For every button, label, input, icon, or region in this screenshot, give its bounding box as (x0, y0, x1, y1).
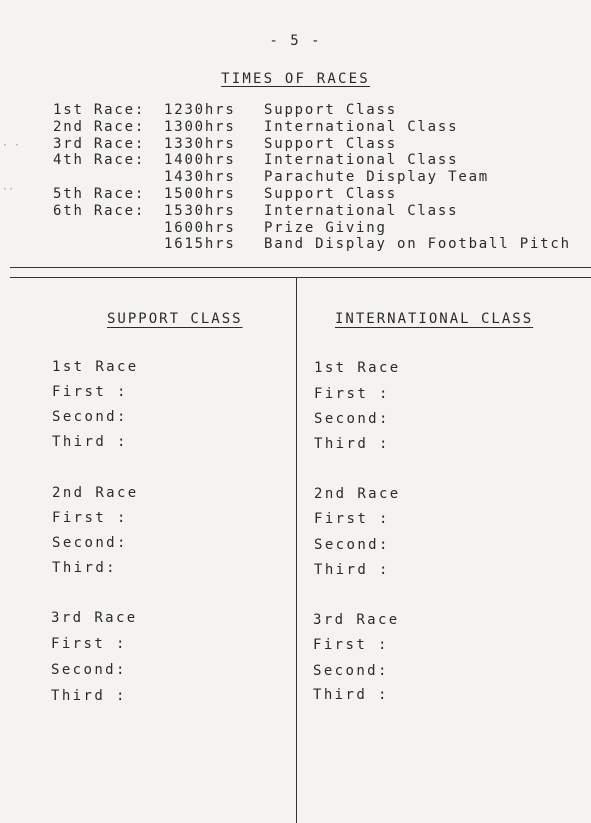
schedule-race: 2nd Race: (53, 118, 146, 135)
schedule-time: 1600hrs (164, 219, 236, 236)
support-class-heading: SUPPORT CLASS (107, 311, 243, 327)
schedule-time: 1500hrs (164, 185, 236, 202)
schedule-time: 1230hrs (164, 102, 236, 118)
scan-speck: ·· (2, 184, 15, 195)
divider-line-top (10, 267, 591, 268)
international-third-field: Third : (314, 562, 390, 578)
schedule-event: Support Class (264, 102, 397, 118)
international-first-field: First : (314, 386, 390, 402)
support-second-field: Second: (52, 409, 128, 425)
schedule-race: 6th Race: (53, 202, 146, 219)
support-race-label: 3rd Race (51, 610, 138, 626)
international-race-label: 2nd Race (314, 486, 401, 502)
schedule-time: 1330hrs (164, 135, 236, 152)
international-second-field: Second: (314, 411, 390, 427)
support-third-field: Third : (52, 434, 128, 450)
schedule-event: Parachute Display Team (264, 169, 490, 186)
schedule-event: Band Display on Football Pitch (264, 236, 571, 253)
column-divider (296, 278, 297, 823)
schedule-time: 1430hrs (164, 169, 236, 186)
support-first-field: First : (51, 636, 127, 652)
schedule-time: 1300hrs (164, 118, 236, 135)
page-number: - 5 - (269, 33, 322, 49)
schedule-time: 1615hrs (164, 236, 236, 253)
support-first-field: First : (52, 384, 128, 400)
international-race-label: 3rd Race (313, 612, 400, 628)
international-first-field: First : (314, 511, 390, 527)
support-race-label: 1st Race (52, 359, 139, 375)
schedule-race: 4th Race: (53, 152, 146, 169)
support-second-field: Second: (52, 535, 128, 551)
schedule-event: International Class (264, 202, 459, 219)
schedule-event: Support Class (264, 185, 397, 202)
international-second-field: Second: (313, 663, 389, 679)
schedule-race: 5th Race: (53, 185, 146, 202)
times-of-races-heading: TIMES OF RACES (221, 71, 370, 87)
schedule-race: 1st Race: (53, 102, 146, 118)
schedule-event: Prize Giving (264, 219, 387, 236)
support-first-field: First : (52, 510, 128, 526)
schedule-event: International Class (264, 152, 459, 169)
international-second-field: Second: (314, 537, 390, 553)
support-third-field: Third : (51, 688, 127, 704)
schedule-race: 3rd Race: (53, 135, 146, 152)
international-third-field: Third : (313, 687, 389, 703)
times-heading-wrap (0, 68, 591, 87)
schedule-event: Support Class (264, 135, 397, 152)
schedule-event: International Class (264, 118, 459, 135)
schedule-time: 1530hrs (164, 202, 236, 219)
schedule-time: 1400hrs (164, 152, 236, 169)
support-race-label: 2nd Race (52, 485, 139, 501)
support-second-field: Second: (51, 662, 127, 678)
international-third-field: Third : (314, 436, 390, 452)
international-first-field: First : (313, 637, 389, 653)
scan-speck: · · (2, 140, 21, 151)
divider-line-bottom (10, 277, 591, 278)
international-class-heading: INTERNATIONAL CLASS (335, 311, 534, 327)
international-race-label: 1st Race (314, 360, 401, 376)
support-third-field: Third: (52, 560, 117, 576)
